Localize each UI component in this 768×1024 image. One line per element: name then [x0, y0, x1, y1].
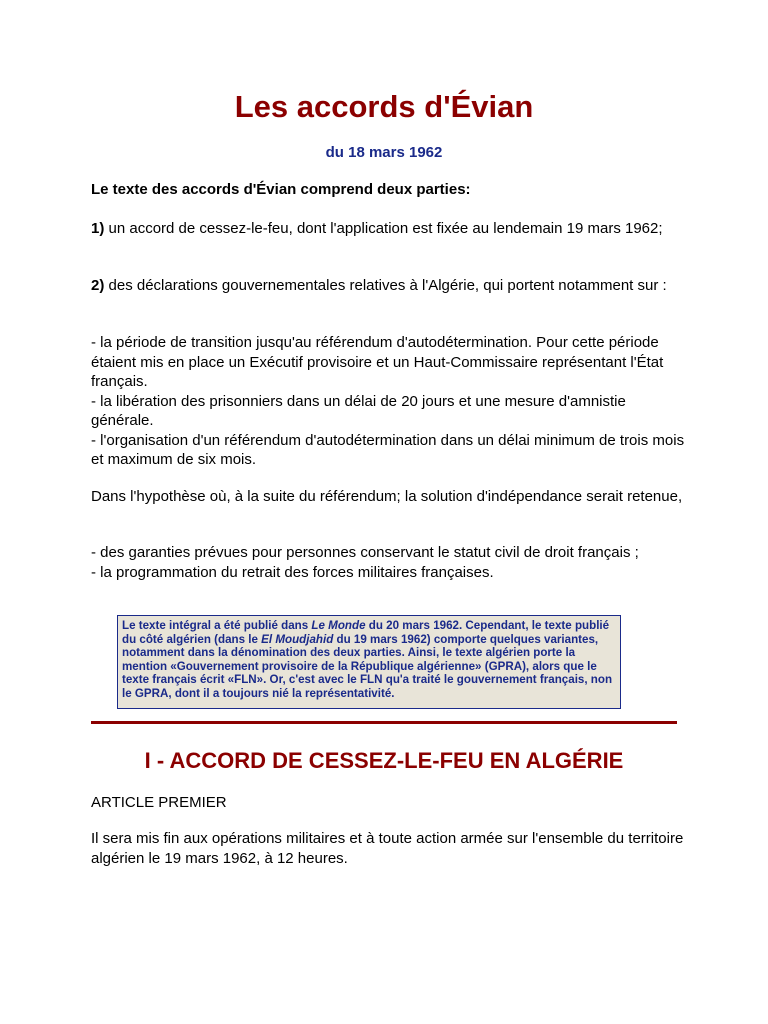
note-newspaper-le-monde: Le Monde	[311, 619, 366, 632]
note-text: du 20 mars 1962. Cependant, le texte publié du côté algérien (dans le	[122, 619, 610, 646]
article-title: ARTICLE PREMIER	[91, 794, 227, 811]
editorial-note-box	[117, 615, 621, 709]
note-newspaper-el-moudjahid: El Moudjahid	[261, 632, 334, 646]
note-text: Le texte intégral a été publié dans	[122, 619, 312, 632]
list-item: - la période de transition jusqu'au référendum d'autodétermination. Pour cette période étaient mis en place un Exécutif provisoire et un Haut-Commissaire représentant l'État français.	[91, 334, 664, 390]
part-two-paragraph	[91, 276, 691, 296]
list-item: - la programmation du retrait des forces militaires françaises.	[91, 563, 494, 581]
note-text: du 19 mars 1962) comporte quelques variantes, notamment dans la dénomination des deux parties. Ainsi, le texte algérien porte la mention «Gouvernement provisoire de la République algérienne» (GPRA), alors que le texte français écrit «FLN». Or, c'est avec le FLN qu'a traité le gouvernement français, non le GPRA, dont il a toujours nié la représentativité.	[122, 632, 613, 700]
guarantees-list	[91, 543, 691, 582]
page-subtitle: du 18 mars 1962	[325, 144, 443, 161]
page-title: Les accords d'Évian	[234, 89, 534, 124]
list-item: - des garanties prévues pour personnes conservant le statut civil de droit français ;	[91, 544, 639, 561]
part-one-text: un accord de cessez-le-feu, dont l'application est fixée au lendemain 19 mars 1962;	[104, 220, 663, 237]
list-item: - la libération des prisonniers dans un délai de 20 jours et une mesure d'amnistie générale.	[91, 392, 626, 429]
part-one-number: 1)	[91, 220, 105, 237]
part-two-text: des déclarations gouvernementales relatives à l'Algérie, qui portent notamment sur :	[104, 277, 667, 294]
list-item: - l'organisation d'un référendum d'autodétermination dans un délai minimum de trois mois et maximum de six mois.	[91, 431, 685, 468]
intro-paragraph: Le texte des accords d'Évian comprend deux parties:	[91, 181, 471, 198]
section-divider	[91, 721, 677, 724]
part-one-paragraph	[91, 219, 691, 239]
part-two-number: 2)	[91, 277, 105, 294]
hypothesis-paragraph: Dans l'hypothèse où, à la suite du référendum; la solution d'indépendance serait retenue,	[91, 488, 683, 505]
section-heading: I - ACCORD DE CESSEZ-LE-FEU EN ALGÉRIE	[144, 748, 624, 773]
article-text: Il sera mis fin aux opérations militaires et à toute action armée sur l'ensemble du territoire algérien le 19 mars 1962, à 12 heures.	[91, 830, 684, 867]
declarations-list	[91, 333, 691, 470]
